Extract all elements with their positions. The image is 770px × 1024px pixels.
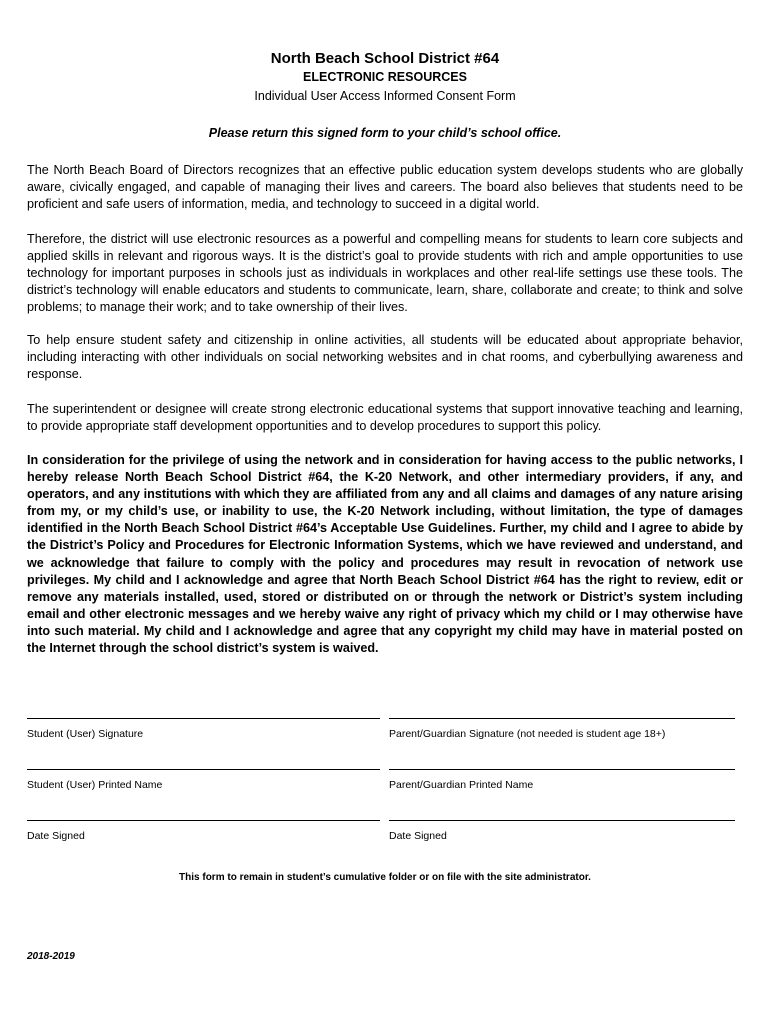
form-name: Individual User Access Informed Consent Form xyxy=(254,89,516,103)
parent-date-line[interactable] xyxy=(389,820,735,821)
school-year: 2018-2019 xyxy=(27,951,75,962)
student-printed-name-label: Student (User) Printed Name xyxy=(27,779,163,791)
student-printed-name-line[interactable] xyxy=(27,769,380,770)
student-signature-line[interactable] xyxy=(27,718,380,719)
paragraph-board-recognition: The North Beach Board of Directors recognizes that an effective public education system develops students who are globally aware, civically engaged, and capable of managing their lives and careers. The board also believes that students need to be proficient and safe users of information, media, and technology to succeed in a digital world. xyxy=(27,163,743,211)
student-date-line[interactable] xyxy=(27,820,380,821)
parent-printed-name-label: Parent/Guardian Printed Name xyxy=(389,779,534,791)
parent-signature-label: Parent/Guardian Signature (not needed is student age 18+) xyxy=(389,728,666,740)
student-signature-label: Student (User) Signature xyxy=(27,728,144,740)
parent-date-label: Date Signed xyxy=(389,830,447,842)
section-subtitle: ELECTRONIC RESOURCES xyxy=(303,70,467,84)
paragraph-electronic-resources: Therefore, the district will use electronic resources as a powerful and compelling means for students to learn core subjects and applied skills in relevant and rigorous ways. It is the district’s goal to provide students with rich and ample opportunities to use technology for important purposes in schools just as individuals in workplaces and other real-life settings use these tools. The district’s technology will enable educators and students to communicate, learn, share, collaborate and create; to think and solve problems; to manage their work; and to take ownership of their lives. xyxy=(27,232,743,314)
paragraph-superintendent: The superintendent or designee will create strong electronic educational systems that support innovative teaching and learning, to provide appropriate staff development opportunities and to develop procedures to support this policy. xyxy=(27,402,743,433)
paragraph-release-agreement: In consideration for the privilege of using the network and in consideration for having access to the public networks, I hereby release North Beach School District #64, the K-20 Network, and other intermediary providers, if any, and operators, and any institutions with which they are affiliated from any and all claims and damages of any nature arising from my, or my child’s use, or inability to use, the K-20 Network including, without limitation, the type of damages identified in the North Beach School District #64’s Acceptable Use Guidelines. Further, my child and I agree to abide by the District’s Policy and Procedures for Electronic Information Systems, which we have reviewed and understand, and we acknowledge that failure to comply with the policy and procedures may result in revocation of network use privileges. My child and I acknowledge and agree that North Beach School District #64 has the right to review, edit or remove any materials installed, used, stored or distributed on or through the network or District’s system including email and other electronic messages and we hereby waive any right of privacy which my child or I may otherwise have into such material. My child and I acknowledge and agree that any copyright my child may have in material posted on the Internet through the school district’s system is waived. xyxy=(27,453,743,656)
paragraph-student-safety: To help ensure student safety and citizenship in online activities, all students will be educated about appropriate behavior, including interacting with other individuals on social networking websites and in chat rooms, and cyberbullying awareness and response. xyxy=(27,333,743,381)
retention-note: This form to remain in student’s cumulative folder or on file with the site administrator. xyxy=(179,872,591,883)
student-date-label: Date Signed xyxy=(27,830,85,842)
parent-printed-name-line[interactable] xyxy=(389,769,735,770)
return-instruction: Please return this signed form to your child’s school office. xyxy=(208,126,562,140)
district-title: North Beach School District #64 xyxy=(270,50,500,67)
parent-signature-line[interactable] xyxy=(389,718,735,719)
